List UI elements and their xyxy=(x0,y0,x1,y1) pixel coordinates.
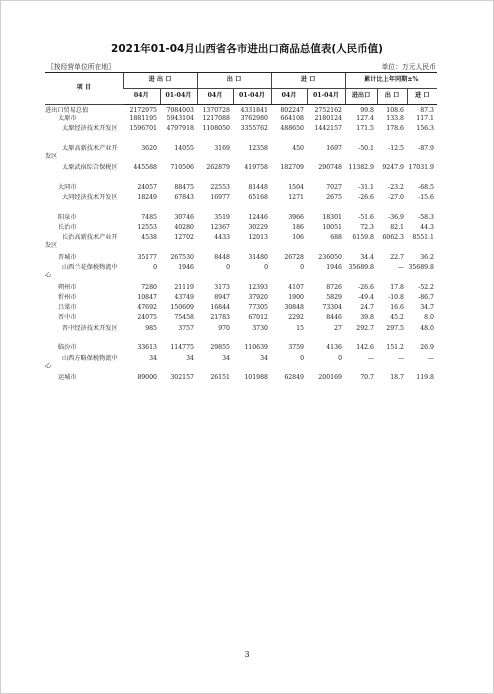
row-value: 34 xyxy=(186,354,194,362)
row-value: 114775 xyxy=(170,344,194,352)
row-value: 26.9 xyxy=(420,344,434,352)
row-value: 99.8 xyxy=(360,107,374,114)
row-value: 2675 xyxy=(326,194,342,202)
row-value: -23.2 xyxy=(388,183,404,191)
row-value: 17031.9 xyxy=(408,164,434,172)
row-value: 39.8 xyxy=(360,314,374,322)
row-value: 1596701 xyxy=(129,125,157,133)
row-value: 0 xyxy=(300,354,304,362)
row-value: 26728 xyxy=(284,253,304,261)
row-value: 3519 xyxy=(214,213,230,221)
row-value: 26151 xyxy=(210,374,230,382)
row-value: 1108050 xyxy=(202,125,230,133)
row-value: 150609 xyxy=(170,304,194,312)
table-row xyxy=(45,194,437,214)
header-yoy-imports: 进 口 xyxy=(407,89,437,105)
row-value: 12702 xyxy=(174,234,194,242)
row-name: 山西方略保税物流中心 xyxy=(45,354,118,370)
row-name: 太原经济技术开发区 xyxy=(62,125,118,133)
row-value: 2180124 xyxy=(314,115,342,123)
row-value: 127.4 xyxy=(356,115,374,123)
row-value: — xyxy=(397,264,404,272)
row-value: 142.6 xyxy=(356,344,374,352)
row-value: 35689.8 xyxy=(408,264,434,272)
row-value: 21783 xyxy=(210,314,230,322)
row-value: -68.5 xyxy=(418,183,434,191)
row-name: 晋城市 xyxy=(58,253,77,261)
row-value: 292.7 xyxy=(356,324,374,332)
table-row xyxy=(45,214,437,224)
row-value: 2172975 xyxy=(129,107,157,114)
row-value: 3762980 xyxy=(240,115,268,123)
row-value: 33613 xyxy=(137,344,157,352)
header-yoy-exports: 出 口 xyxy=(377,89,407,105)
row-value: 3173 xyxy=(214,283,230,291)
row-value: -36.9 xyxy=(388,213,404,221)
row-value: -10.8 xyxy=(388,293,404,301)
row-value: 17.8 xyxy=(390,283,404,291)
row-value: 4107 xyxy=(288,283,304,291)
row-value: 200169 xyxy=(318,374,342,382)
row-value: 8448 xyxy=(214,253,230,261)
row-value: 151.2 xyxy=(386,344,404,352)
row-value: -26.6 xyxy=(358,283,374,291)
row-value: 30746 xyxy=(174,213,194,221)
row-value: -86.7 xyxy=(418,293,434,301)
row-value: 48.0 xyxy=(420,324,434,332)
row-value: 1946 xyxy=(178,264,194,272)
row-value: 22.7 xyxy=(390,253,404,261)
row-value: 688 xyxy=(330,234,342,242)
row-value: 106 xyxy=(292,234,304,242)
row-value: 0 xyxy=(264,264,268,272)
table-row xyxy=(45,344,437,354)
row-name: 阳泉市 xyxy=(58,213,77,221)
row-value: 5943104 xyxy=(166,115,194,123)
row-value: 1697 xyxy=(326,144,342,152)
page-title: 2021年01-04月山西省各市进出口商品总值表(人民币值) xyxy=(111,43,383,55)
row-value: 29855 xyxy=(210,344,230,352)
header-imports: 进 口 xyxy=(271,73,345,89)
row-value: 37920 xyxy=(248,293,268,301)
row-value: 290748 xyxy=(318,164,342,172)
row-value: 4136 xyxy=(326,344,342,352)
header-row-top xyxy=(45,73,437,89)
header-yoy: 累计比上年同期±% xyxy=(345,73,437,89)
row-value: 1271 xyxy=(288,194,304,202)
header-exports-month: 04月 xyxy=(197,89,233,105)
row-name: 太原市 xyxy=(58,115,77,123)
row-value: 11382.9 xyxy=(348,164,374,172)
row-value: 101988 xyxy=(244,374,268,382)
row-value: 34 xyxy=(260,354,268,362)
row-value: 18249 xyxy=(137,194,157,202)
row-value: 31480 xyxy=(248,253,268,261)
header-imports-month: 04月 xyxy=(271,89,307,105)
row-value: 30229 xyxy=(248,223,268,231)
row-value: 16.6 xyxy=(390,304,404,312)
row-value: -51.6 xyxy=(358,213,374,221)
table-row xyxy=(45,314,437,324)
row-value: 65168 xyxy=(248,194,268,202)
row-value: 73304 xyxy=(322,304,342,312)
row-value: 72.3 xyxy=(360,223,374,231)
table-row xyxy=(45,294,437,304)
row-value: 12553 xyxy=(137,223,157,231)
header-total-cumulative: 01-04月 xyxy=(160,89,197,105)
header-yoy-total: 进出口 xyxy=(345,89,377,105)
row-value: 0 xyxy=(226,264,230,272)
row-value: -26.6 xyxy=(358,194,374,202)
row-value: 2752162 xyxy=(314,107,342,114)
row-value: 156.3 xyxy=(416,125,434,133)
row-value: 0 xyxy=(153,264,157,272)
row-value: 1881195 xyxy=(129,115,157,123)
row-value: -49.4 xyxy=(358,293,374,301)
row-value: 45.2 xyxy=(390,314,404,322)
row-name: 太原高新技术产业开发区 xyxy=(45,144,118,160)
row-value: 4331841 xyxy=(240,107,268,114)
row-value: -12.5 xyxy=(388,144,404,152)
row-value: 16977 xyxy=(210,194,230,202)
row-value: 0 xyxy=(300,264,304,272)
row-value: -58.3 xyxy=(418,213,434,221)
row-value: 67843 xyxy=(174,194,194,202)
table-row xyxy=(45,304,437,314)
row-value: 182709 xyxy=(280,164,304,172)
row-value: 34 xyxy=(222,354,230,362)
row-value: 22553 xyxy=(210,183,230,191)
row-value: 12446 xyxy=(248,213,268,221)
table-row xyxy=(45,284,437,294)
row-name: 晋中经济技术开发区 xyxy=(62,324,118,332)
row-value: 3759 xyxy=(288,344,304,352)
row-value: 44.3 xyxy=(420,223,434,231)
row-name: 吕梁市 xyxy=(58,304,77,312)
row-name: 山西兰花保税物流中心 xyxy=(45,264,118,280)
row-value: 36.2 xyxy=(420,253,434,261)
row-value: 24.7 xyxy=(360,304,374,312)
row-value: -87.9 xyxy=(418,144,434,152)
row-value: 3169 xyxy=(214,144,230,152)
row-value: 4433 xyxy=(214,234,230,242)
row-value: 34.7 xyxy=(420,304,434,312)
row-value: 40280 xyxy=(174,223,194,231)
table-row xyxy=(45,145,437,165)
row-value: 117.1 xyxy=(416,115,434,123)
row-value: 7084003 xyxy=(166,107,194,114)
row-value: 8947 xyxy=(214,293,230,301)
row-value: 6159.8 xyxy=(352,234,374,242)
row-value: 12393 xyxy=(248,283,268,291)
row-value: — xyxy=(367,354,374,362)
row-name: 大同市 xyxy=(58,183,77,191)
row-value: 2292 xyxy=(288,314,304,322)
row-value: 89000 xyxy=(137,374,157,382)
row-value: 14055 xyxy=(174,144,194,152)
row-value: 0 xyxy=(338,354,342,362)
row-value: 7485 xyxy=(141,213,157,221)
row-value: 77305 xyxy=(248,304,268,312)
table-row xyxy=(45,224,437,234)
table-row xyxy=(45,125,437,145)
row-value: 133.8 xyxy=(386,115,404,123)
row-value: 664108 xyxy=(280,115,304,123)
row-name: 临汾市 xyxy=(58,344,77,352)
row-value: 488650 xyxy=(280,125,304,133)
row-value: 1900 xyxy=(288,293,304,301)
row-value: 75458 xyxy=(174,314,194,322)
row-value: 3966 xyxy=(288,213,304,221)
trade-value-table xyxy=(45,72,437,384)
row-value: — xyxy=(397,354,404,362)
row-value: 34.4 xyxy=(360,253,374,261)
row-value: 302157 xyxy=(170,374,194,382)
row-value: 110639 xyxy=(244,344,268,352)
row-value: 15 xyxy=(296,324,304,332)
table-row xyxy=(45,184,437,194)
row-value: 24075 xyxy=(137,314,157,322)
row-value: 178.6 xyxy=(386,125,404,133)
row-value: -31.1 xyxy=(358,183,374,191)
row-value: 7027 xyxy=(326,183,342,191)
header-item: 项 目 xyxy=(45,73,123,105)
row-value: 3620 xyxy=(141,144,157,152)
row-value: 1504 xyxy=(288,183,304,191)
row-value: 12358 xyxy=(248,144,268,152)
row-name: 长治市 xyxy=(58,223,77,231)
row-value: 35689.8 xyxy=(348,264,374,272)
row-value: 450 xyxy=(292,144,304,152)
row-name: 太原武宿综合保税区 xyxy=(62,164,118,172)
row-value: 970 xyxy=(218,324,230,332)
row-value: 119.8 xyxy=(416,374,434,382)
row-value: 7280 xyxy=(141,283,157,291)
row-value: 87.3 xyxy=(420,107,434,114)
table-row xyxy=(45,374,437,384)
row-value: 10051 xyxy=(322,223,342,231)
row-name: 运城市 xyxy=(58,374,77,382)
row-value: 3730 xyxy=(252,324,268,332)
row-value: 16844 xyxy=(210,304,230,312)
row-value: 18301 xyxy=(322,213,342,221)
row-value: 3355762 xyxy=(240,125,268,133)
row-value: 34 xyxy=(149,354,157,362)
row-value: 24057 xyxy=(137,183,157,191)
row-value: 62849 xyxy=(284,374,304,382)
table-row xyxy=(45,355,437,375)
row-value: 297.5 xyxy=(386,324,404,332)
row-value: 21119 xyxy=(174,283,194,291)
row-value: -50.1 xyxy=(358,144,374,152)
row-value: 4538 xyxy=(141,234,157,242)
row-value: 81448 xyxy=(248,183,268,191)
row-value: 445588 xyxy=(133,164,157,172)
row-value: 710506 xyxy=(170,164,194,172)
header-imports-cumulative: 01-04月 xyxy=(307,89,345,105)
unit-label: 单位：万元人民币 xyxy=(381,63,436,71)
table-row xyxy=(45,254,437,264)
row-name: 大同经济技术开发区 xyxy=(62,194,118,202)
row-value: 43749 xyxy=(174,293,194,301)
table-row xyxy=(45,115,437,125)
row-value: 267530 xyxy=(170,253,194,261)
row-name: 晋中市 xyxy=(58,314,77,322)
header-exports-cumulative: 01-04月 xyxy=(233,89,271,105)
row-value: 35177 xyxy=(137,253,157,261)
row-value: — xyxy=(427,354,434,362)
row-value: 12013 xyxy=(248,234,268,242)
row-value: 802247 xyxy=(280,107,304,114)
row-value: 82.1 xyxy=(390,223,404,231)
row-value: 6062.3 xyxy=(382,234,404,242)
row-value: 8726 xyxy=(326,283,342,291)
row-value: 5829 xyxy=(326,293,342,301)
row-value: 47692 xyxy=(137,304,157,312)
row-value: -15.6 xyxy=(418,194,434,202)
table-row xyxy=(45,264,437,284)
header-total: 进 出 口 xyxy=(123,73,197,89)
row-value: 4797918 xyxy=(166,125,194,133)
row-value: 8446 xyxy=(326,314,342,322)
table-row xyxy=(45,325,437,345)
row-value: -27.0 xyxy=(388,194,404,202)
header-exports: 出 口 xyxy=(197,73,271,89)
row-value: 70.7 xyxy=(360,374,374,382)
table-row xyxy=(45,164,437,184)
row-value: 18.7 xyxy=(390,374,404,382)
row-name: 忻州市 xyxy=(58,293,77,301)
table-row xyxy=(45,105,437,116)
row-value: 1442157 xyxy=(314,125,342,133)
table-body xyxy=(45,105,437,385)
row-value: 8.0 xyxy=(424,314,434,322)
row-value: 419758 xyxy=(244,164,268,172)
row-name: 长治高新技术产业开发区 xyxy=(45,234,118,250)
scope-note: 〖按经营单位所在地〗 xyxy=(47,63,115,71)
row-value: 186 xyxy=(292,223,304,231)
row-value: 1217088 xyxy=(202,115,230,123)
row-value: 171.5 xyxy=(356,125,374,133)
row-value: 8551.1 xyxy=(412,234,434,242)
row-value: 985 xyxy=(145,324,157,332)
row-value: 10847 xyxy=(137,293,157,301)
row-name: 进出口贸易总值 xyxy=(45,107,89,114)
table-row xyxy=(45,234,437,254)
row-value: 108.6 xyxy=(386,107,404,114)
header-total-month: 04月 xyxy=(123,89,160,105)
row-value: 67012 xyxy=(248,314,268,322)
row-value: 262879 xyxy=(206,164,230,172)
row-value: 3757 xyxy=(178,324,194,332)
row-value: 9247.9 xyxy=(382,164,404,172)
row-value: -52.2 xyxy=(418,283,434,291)
row-value: 236050 xyxy=(318,253,342,261)
page-number: 3 xyxy=(244,650,250,659)
row-value: 12367 xyxy=(210,223,230,231)
row-value: 27 xyxy=(334,324,342,332)
row-name: 朔州市 xyxy=(58,283,77,291)
row-value: 30848 xyxy=(284,304,304,312)
row-value: 88475 xyxy=(174,183,194,191)
row-value: 1946 xyxy=(326,264,342,272)
row-value: 1370728 xyxy=(202,107,230,114)
